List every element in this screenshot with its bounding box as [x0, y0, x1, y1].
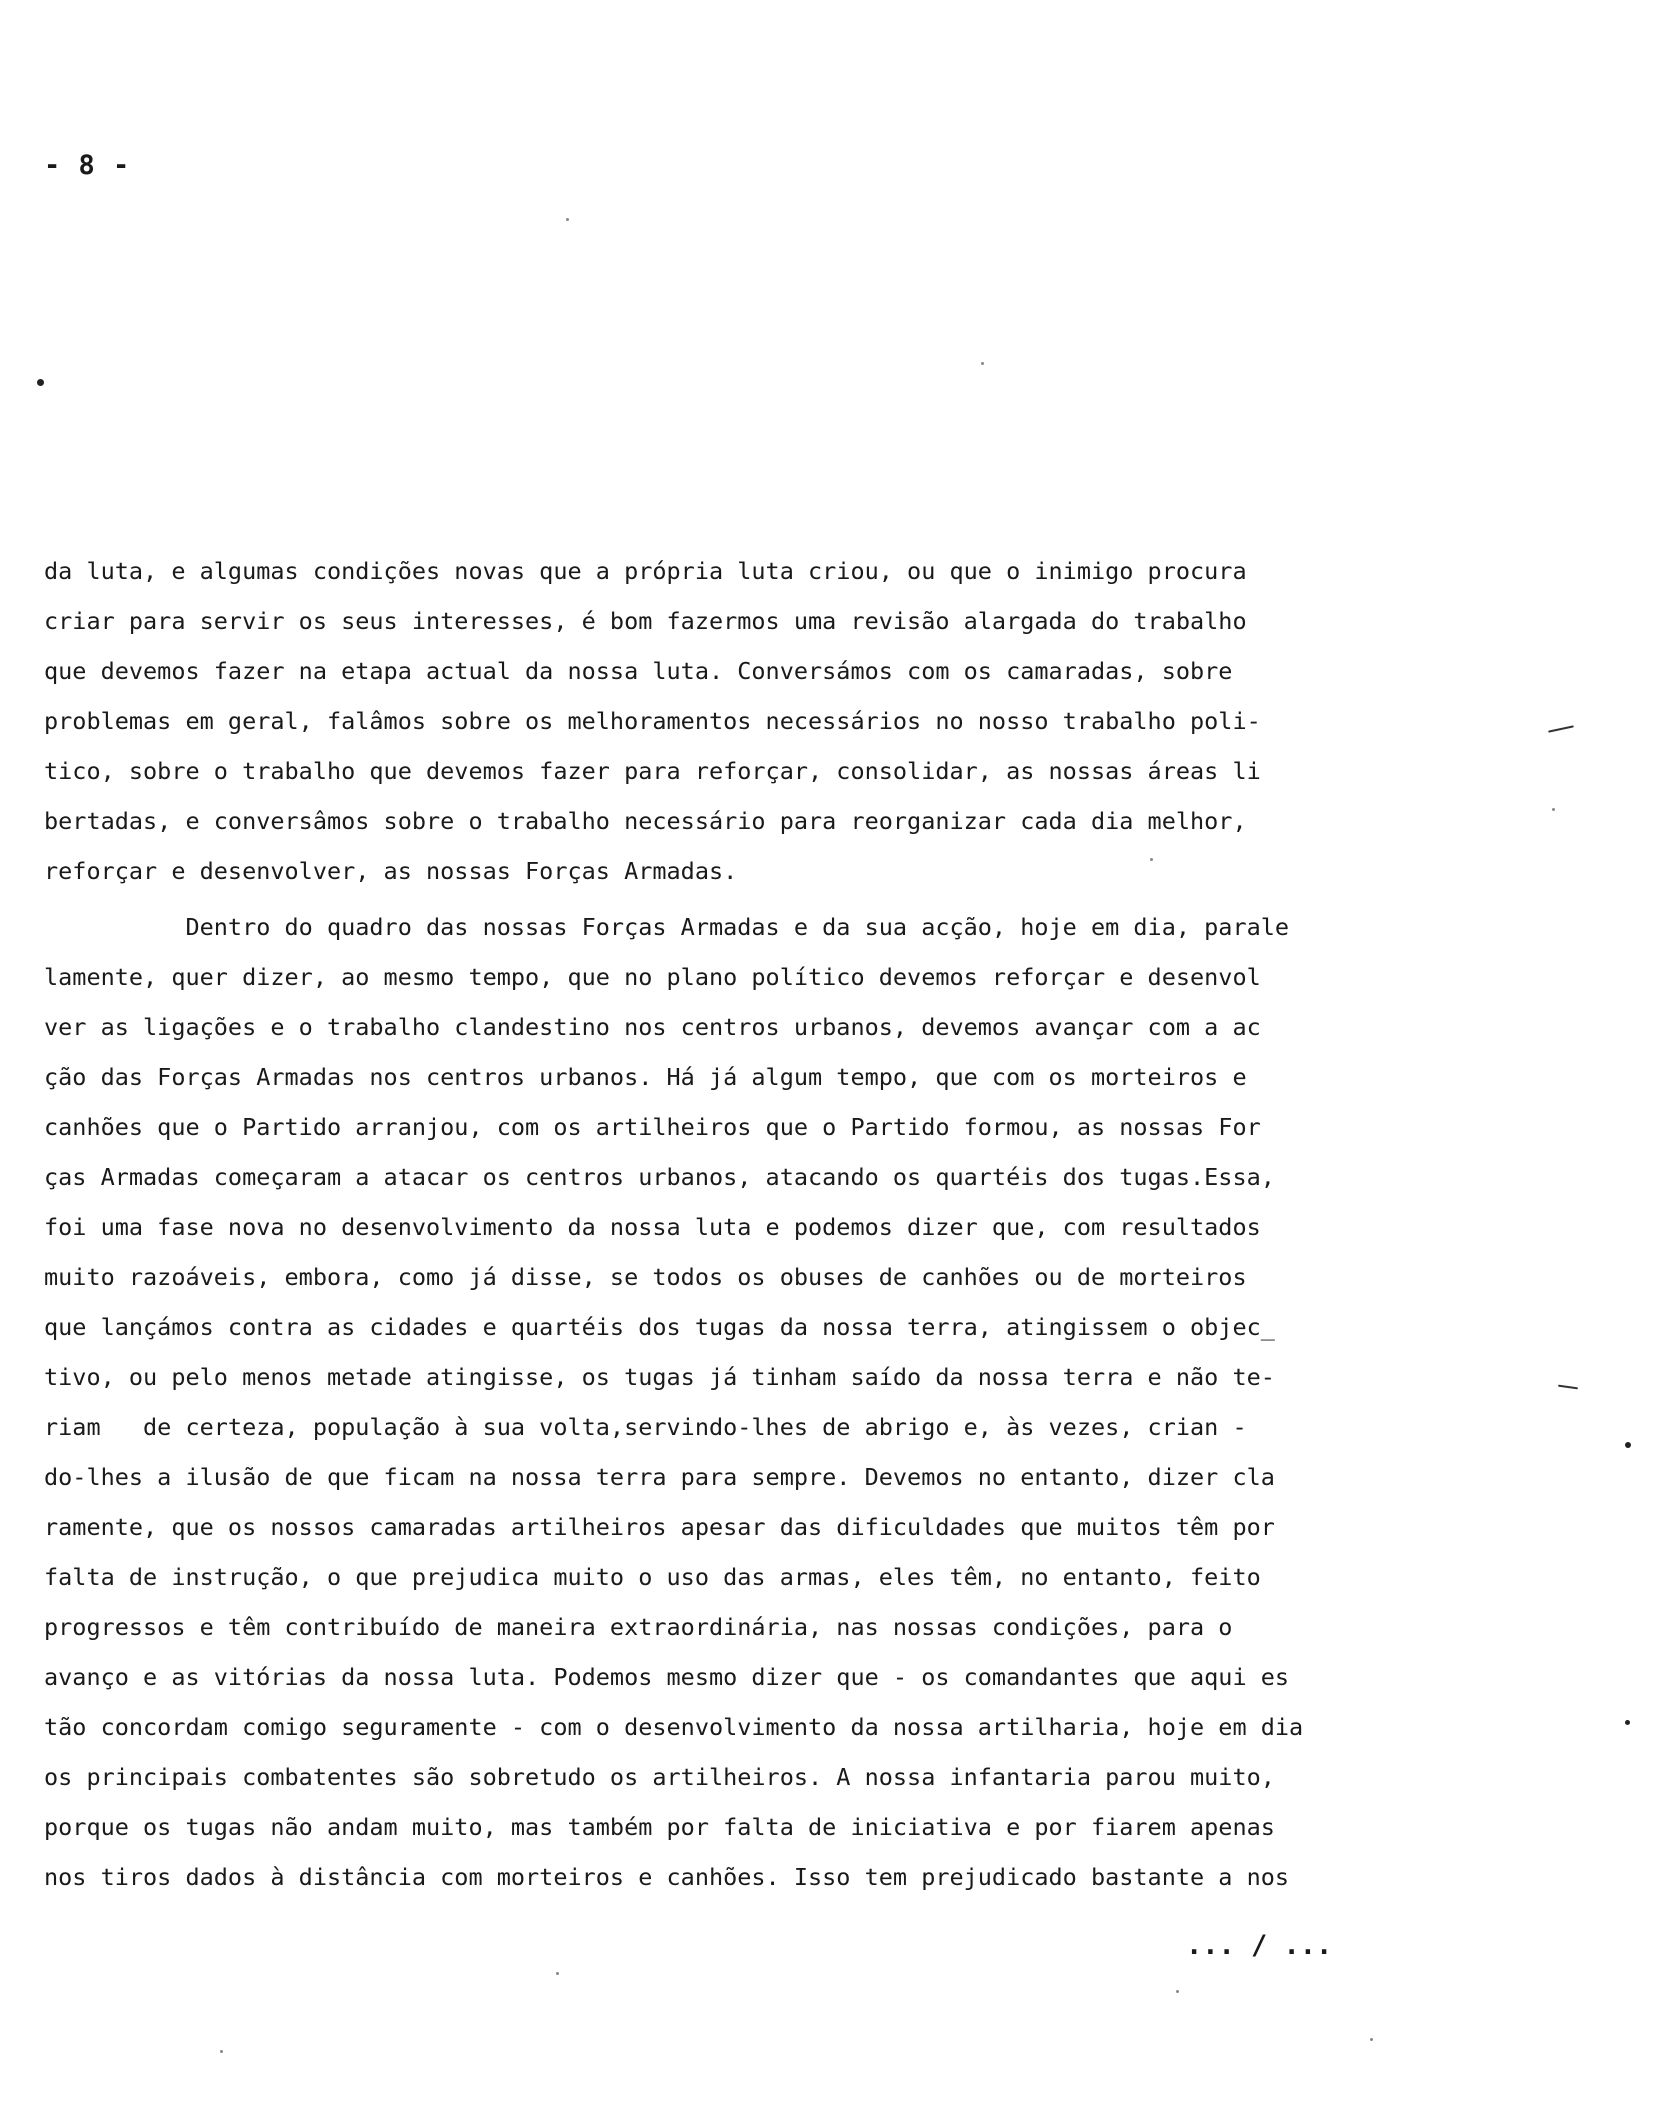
text-line: do-lhes a ilusão de que ficam na nossa terra para sempre. Devemos no entanto, dizer cla — [44, 1463, 1275, 1491]
text-line: tico, sobre o trabalho que devemos fazer para reforçar, consolidar, as nossas áreas li — [44, 757, 1261, 785]
text-line: reforçar e desenvolver, as nossas Forças Armadas. — [44, 857, 738, 885]
scan-speck — [220, 2050, 223, 2053]
scan-speck — [556, 1972, 559, 1975]
text-line: ças Armadas começaram a atacar os centros urbanos, atacando os quartéis dos tugas.Essa, — [44, 1163, 1275, 1191]
scan-speck — [1625, 1720, 1630, 1725]
text-line: ramente, que os nossos camaradas artilheiros apesar das dificuldades que muitos têm por — [44, 1513, 1275, 1541]
text-line: tão concordam comigo seguramente - com o desenvolvimento da nossa artilharia, hoje em dia — [44, 1713, 1304, 1741]
scan-speck — [1370, 2038, 1373, 2041]
text-line: da luta, e algumas condições novas que a própria luta criou, ou que o inimigo procura — [44, 557, 1247, 585]
text-line: avanço e as vitórias da nossa luta. Podemos mesmo dizer que - os comandantes que aqui es — [44, 1663, 1290, 1691]
text-line: que devemos fazer na etapa actual da nossa luta. Conversámos com os camaradas, sobre — [44, 657, 1233, 685]
scan-speck — [1150, 858, 1153, 861]
text-line: ver as ligações e o trabalho clandestino nos centros urbanos, devemos avançar com a ac — [44, 1013, 1261, 1041]
text-line: nos tiros dados à distância com morteiros e canhões. Isso tem prejudicado bastante a nos — [44, 1863, 1290, 1891]
paragraph-2 — [44, 902, 1464, 1902]
scan-speck — [566, 218, 569, 221]
margin-scratch — [1548, 725, 1574, 732]
text-line: foi uma fase nova no desenvolvimento da nossa luta e podemos dizer que, com resultados — [44, 1213, 1261, 1241]
text-line: falta de instrução, o que prejudica muito o uso das armas, eles têm, no entanto, feito — [44, 1563, 1261, 1591]
margin-dot — [37, 379, 44, 386]
text-line: bertadas, e conversâmos sobre o trabalho necessário para reorganizar cada dia melhor, — [44, 807, 1247, 835]
page-number: - 8 - — [44, 150, 131, 181]
text-line: os principais combatentes são sobretudo os artilheiros. A nossa infantaria parou muito, — [44, 1763, 1275, 1791]
text-line: Dentro do quadro das nossas Forças Armadas e da sua acção, hoje em dia, parale — [44, 913, 1290, 941]
text-line: riam de certeza, população à sua volta,servindo-lhes de abrigo e, às vezes, crian - — [44, 1413, 1247, 1441]
continuation-mark: ... / ... — [1186, 1930, 1333, 1961]
text-line: canhões que o Partido arranjou, com os artilheiros que o Partido formou, as nossas For — [44, 1113, 1261, 1141]
paragraph-1 — [44, 546, 1464, 896]
text-line: porque os tugas não andam muito, mas também por falta de iniciativa e por fiarem apenas — [44, 1813, 1275, 1841]
text-line: tivo, ou pelo menos metade atingisse, os tugas já tinham saído da nossa terra e não te- — [44, 1363, 1275, 1391]
margin-scratch — [1558, 1385, 1578, 1390]
text-line: problemas em geral, falâmos sobre os melhoramentos necessários no nosso trabalho poli- — [44, 707, 1261, 735]
document-body — [44, 546, 1464, 1902]
text-line: muito razoáveis, embora, como já disse, se todos os obuses de canhões ou de morteiros — [44, 1263, 1247, 1291]
scan-speck — [1552, 808, 1555, 811]
text-line: ção das Forças Armadas nos centros urbanos. Há já algum tempo, que com os morteiros e — [44, 1063, 1247, 1091]
scan-speck — [1625, 1442, 1631, 1448]
text-line: progressos e têm contribuído de maneira extraordinária, nas nossas condições, para o — [44, 1613, 1233, 1641]
text-line: criar para servir os seus interesses, é bom fazermos uma revisão alargada do trabalho — [44, 607, 1247, 635]
scan-speck — [981, 362, 984, 365]
text-line: que lançámos contra as cidades e quartéis dos tugas da nossa terra, atingissem o objec_ — [44, 1313, 1275, 1341]
text-line: lamente, quer dizer, ao mesmo tempo, que no plano político devemos reforçar e desenvol — [44, 963, 1261, 991]
scan-speck — [1176, 1990, 1179, 1993]
